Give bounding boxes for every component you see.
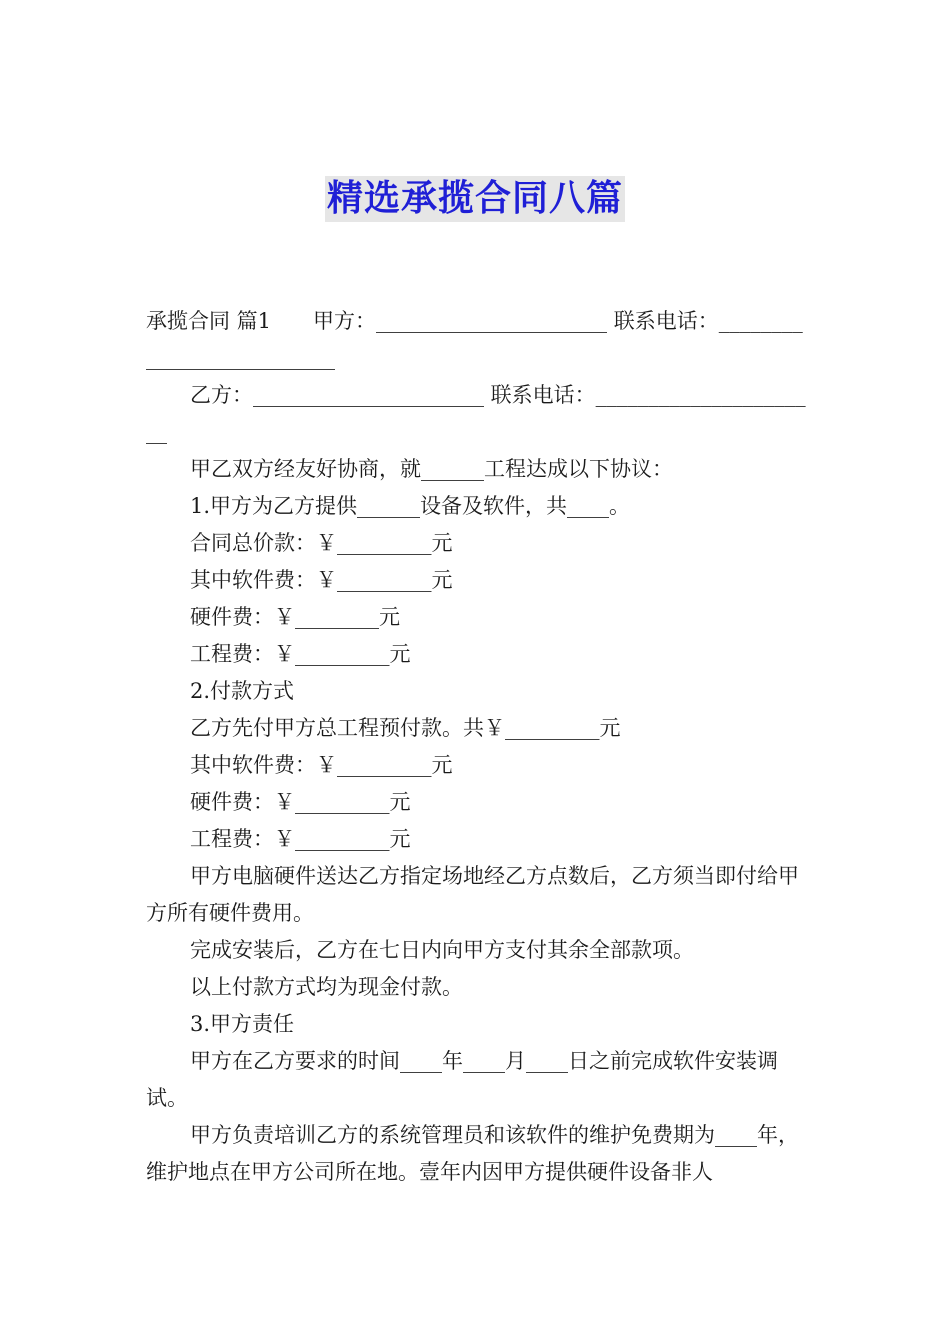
paragraph-party-a: 承揽合同 篇1 甲方：______________________ 联系电话：__________________________ [146, 309, 803, 370]
paragraph-prepay-engineering-fee: 工程费：￥_________元 [190, 827, 411, 851]
paragraph-training-maintenance: 甲方负责培训乙方的系统管理员和该软件的维护免费期为____年，维护地点在甲方公司所在地。壹年内因甲方提供硬件设备非人 [146, 1123, 799, 1184]
paragraph-payment-heading: 2.付款方式 [190, 679, 295, 703]
paragraph-engineering-fee: 工程费：￥_________元 [190, 642, 411, 666]
paragraph-item-1: 1.甲方为乙方提供______设备及软件，共____。 [190, 494, 631, 518]
paragraph-party-b: 乙方：______________________ 联系电话：______________________ [146, 383, 806, 444]
paragraph-agreement-intro: 甲乙双方经友好协商，就______工程达成以下协议： [190, 457, 673, 481]
paragraph-prepay-software-fee: 其中软件费：￥_________元 [190, 753, 453, 777]
paragraph-total-price: 合同总价款：￥_________元 [190, 531, 453, 555]
document-title: 精选承揽合同八篇 [325, 176, 625, 222]
paragraph-prepay-hardware-fee: 硬件费：￥_________元 [190, 790, 411, 814]
paragraph-installation-payment: 完成安装后，乙方在七日内向甲方支付其余全部款项。 [190, 938, 694, 962]
paragraph-install-deadline: 甲方在乙方要求的时间____年____月____日之前完成软件安装调试。 [146, 1049, 778, 1110]
paragraph-party-a-duty-heading: 3.甲方责任 [190, 1012, 295, 1036]
paragraph-cash-payment: 以上付款方式均为现金付款。 [190, 975, 463, 999]
paragraph-hardware-fee: 硬件费：￥________元 [190, 605, 400, 629]
paragraph-software-fee: 其中软件费：￥_________元 [190, 568, 453, 592]
paragraph-prepayment: 乙方先付甲方总工程预付款。共￥_________元 [190, 716, 621, 740]
title-block [0, 176, 950, 222]
paragraph-hardware-delivery: 甲方电脑硬件送达乙方指定场地经乙方点数后，乙方须当即付给甲方所有硬件费用。 [146, 864, 799, 925]
document-body [146, 303, 810, 1191]
